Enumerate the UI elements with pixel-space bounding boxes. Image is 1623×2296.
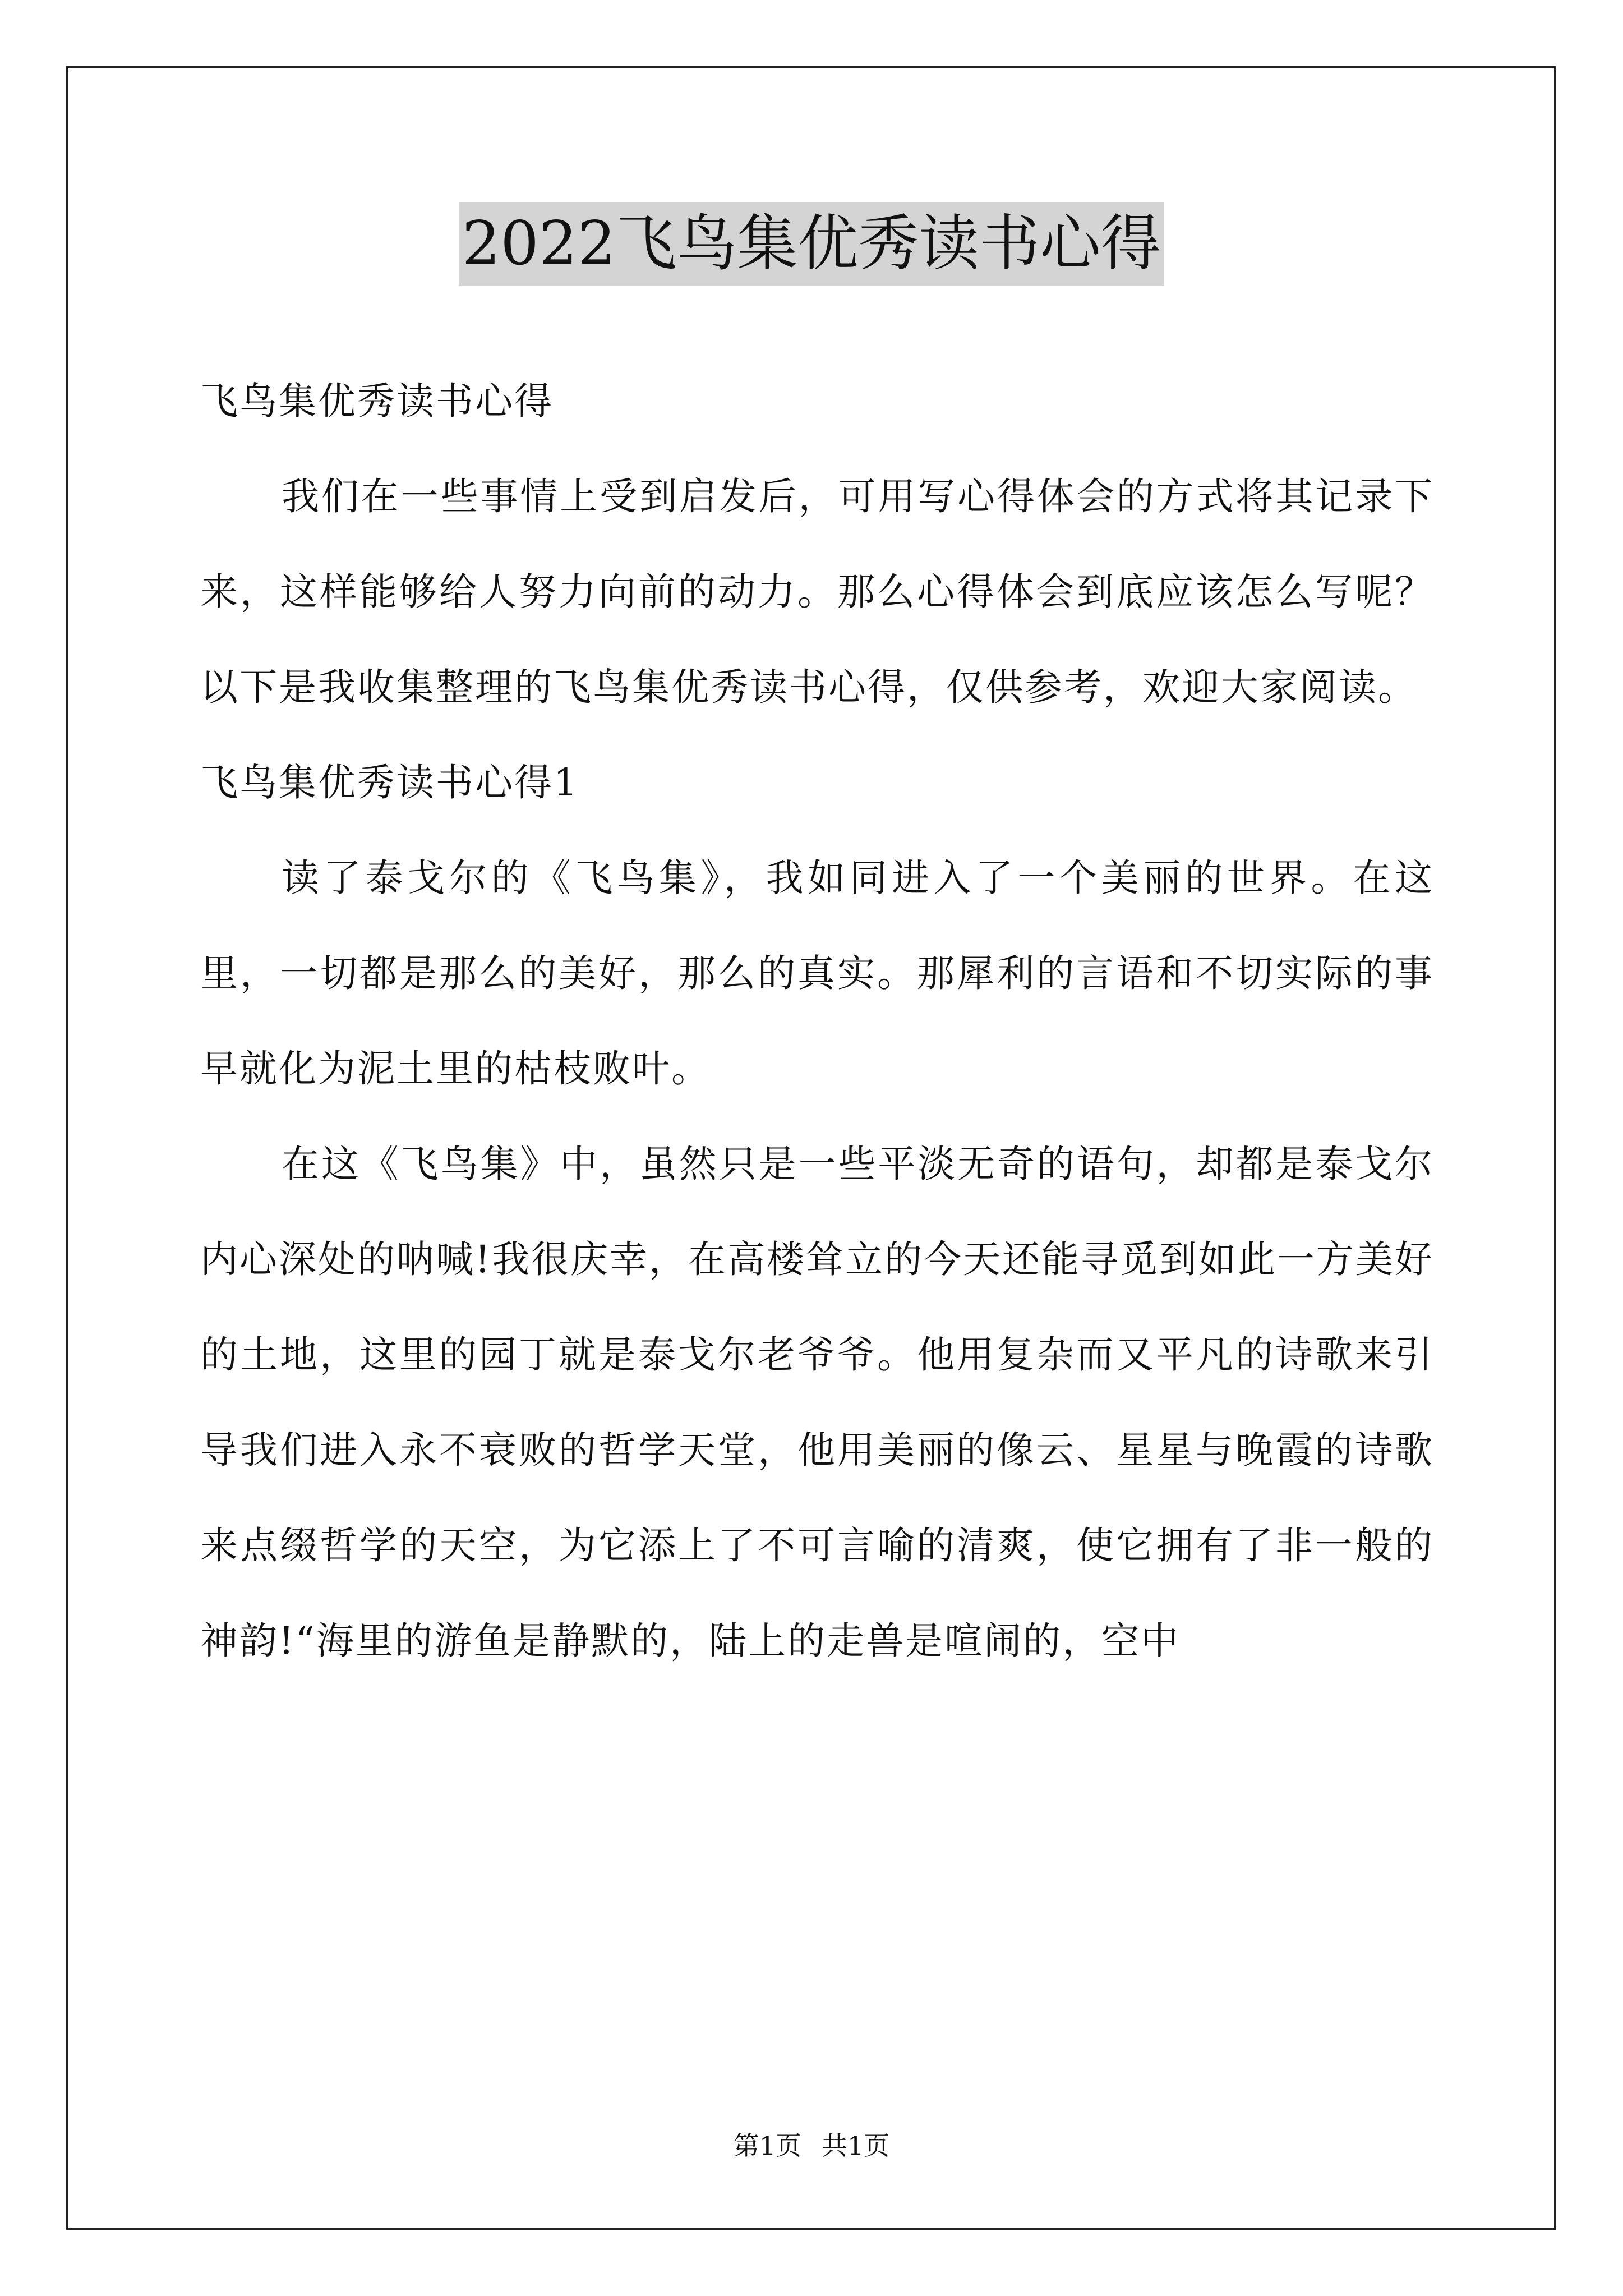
section-subtitle: 飞鸟集优秀读书心得1 [200, 761, 579, 804]
body-paragraph: 读了泰戈尔的《飞鸟集》，我如同进入了一个美丽的世界。在这里，一切都是那么的美好，那么的真实。那犀利的言语和不切实际的事早就化为泥土里的枯枝败叶。 [200, 856, 1434, 1091]
document-title: 2022飞鸟集优秀读书心得 [459, 202, 1165, 286]
body-paragraph: 在这《飞鸟集》中，虽然只是一些平淡无奇的语句，却都是泰戈尔内心深处的呐喊!我很庆幸，在高楼耸立的今天还能寻觅到如此一方美好的土地，这里的园丁就是泰戈尔老爷爷。他用复杂而又平凡的诗歌来引导我们进入永不衰败的哲学天堂，他用美丽的像云、星星与晚霞的诗歌来点缀哲学的天空，为它添上了不可言喻的清爽，使它拥有了非一般的神韵!“海里的游鱼是静默的，陆上的走兽是喧闹的，空中 [200, 1142, 1434, 1663]
intro-paragraph: 我们在一些事情上受到启发后，可用写心得体会的方式将其记录下来，这样能够给人努力向前的动力。那么心得体会到底应该怎么写呢？以下是我收集整理的飞鸟集优秀读书心得，仅供参考，欢迎大家阅读。 [200, 475, 1434, 709]
page-footer [0, 2129, 1623, 2162]
page-total: 共1页 [822, 2131, 890, 2161]
title-container [0, 202, 1623, 286]
document-body [200, 353, 1434, 1688]
page-number: 第1页 [733, 2131, 801, 2161]
section-subtitle: 飞鸟集优秀读书心得 [200, 379, 554, 423]
